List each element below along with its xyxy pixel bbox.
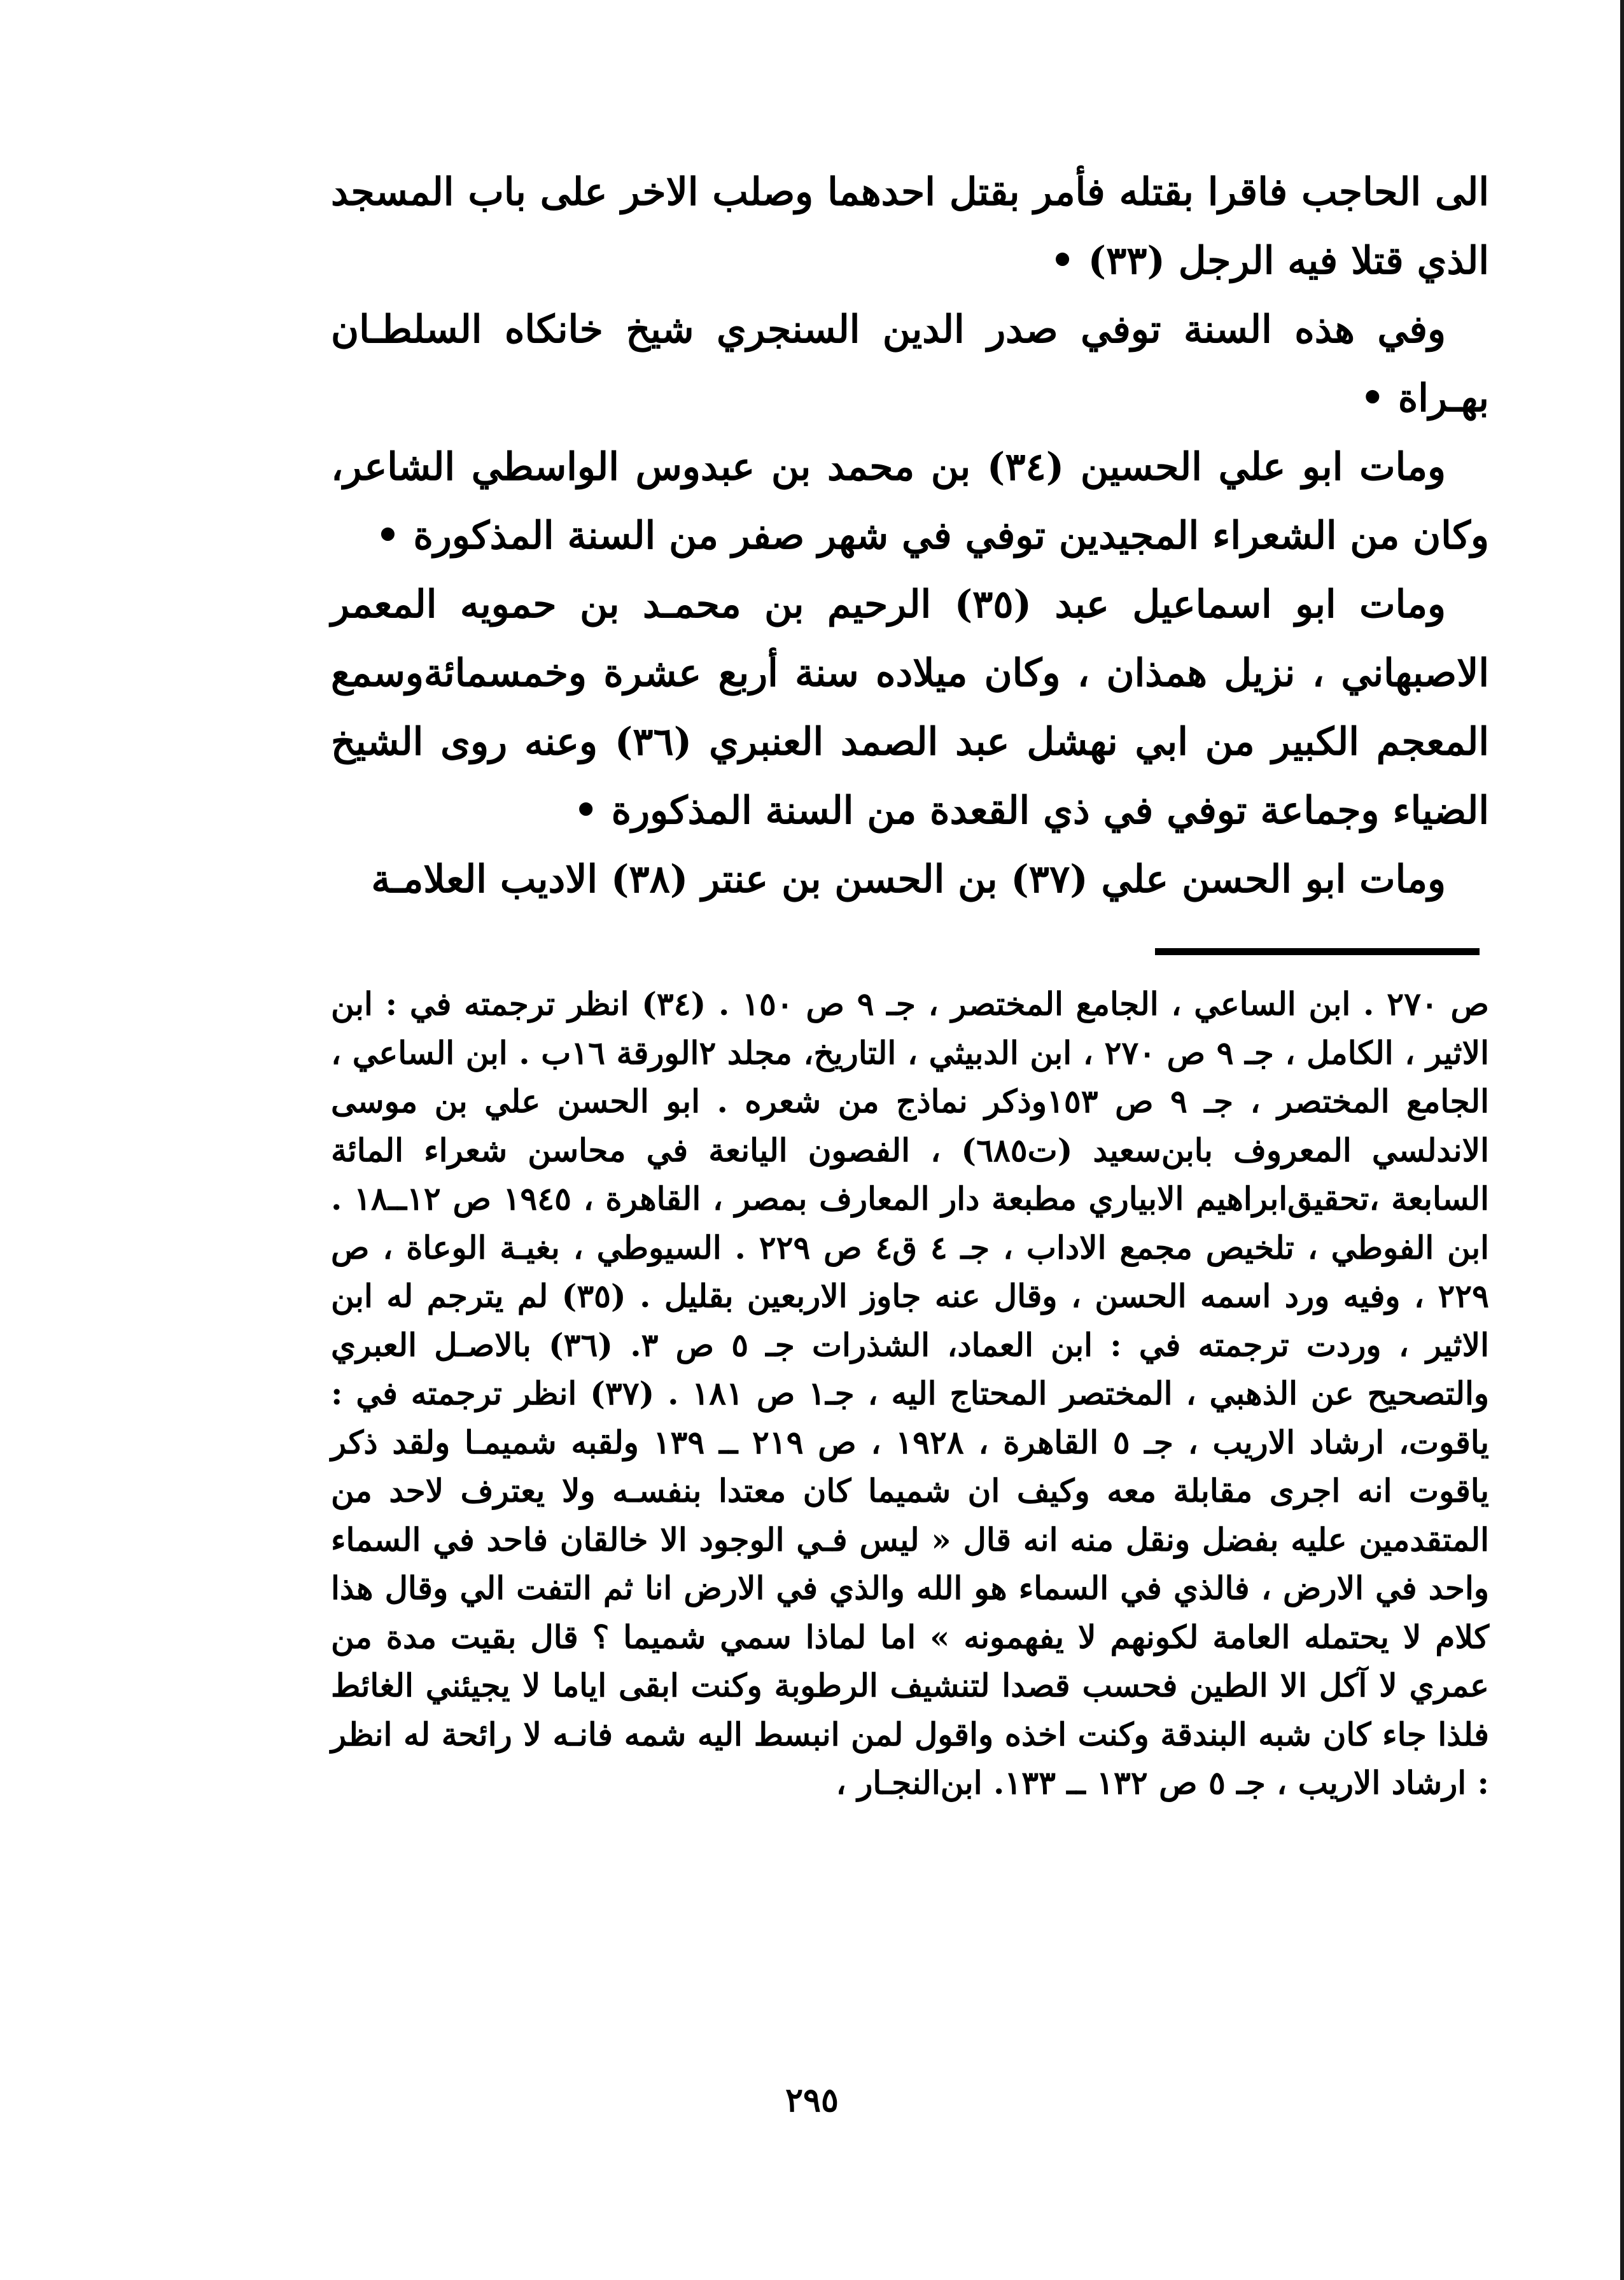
footnote-divider xyxy=(1155,948,1480,955)
footnotes: ص ٢٧٠ . ابن الساعي ، الجامع المختصر ، جـ ٩ ص ١٥٠ . (٣٤) انظر ترجمته في : ابن الاثير ، الكامل ، جـ ٩ ص ٢٧٠ ، ابن الدبيثي ، التاريخ، مجلد ٢الورقة ١٦ب . ابن الساعي ، الجامع المختصر ، جـ ٩ ص ١٥٣وذكر نماذج من شعره . ابو الحسن علي بن موسى الاندلسي المعروف بابن‌سعيد (ت٦٨٥) ، الفصون اليانعة في محاسن شعراء المائة السابعة ،تحقيق‌ابراهيم الابياري مطبعة دار المعارف بمصر ، القاهرة ، ١٩٤٥ ص ١٢ــ١٨ . ابن الفوطي ، تلخيص مجمع الاداب ، جـ ٤ ق٤ ص ٢٢٩ . السيوطي ، بغيـة الوعاة ، ص ٢٢٩ ، وفيه ورد اسمه الحسن ، وقال عنه جاوز الاربعين بقليل . (٣٥) لم يترجم له ابن الاثير ، وردت ترجمته في : ابن العماد، الشذرات جـ ٥ ص ٣. (٣٦) بالاصـل العبري والتصحيح عن الذهبي ، المختصر المحتاج اليه ، جـ١ ص ١٨١ . (٣٧) انظر ترجمته في : ياقوت، ارشاد الاريب ، جـ ٥ القاهرة ، ١٩٢٨ ، ص ٢١٩ ــ ١٣٩ ولقبه شميمـا ولقد ذكر ياقوت انه اجرى مقابلة معه وكيف ان شميما كان معتدا بنفسـه ولا يعترف لاحد من المتقدمين عليه بفضل ونقل منه انه قال « ليس فـي الوجود الا خالقان فاحد في السماء واحد في الارض ، فالذي في السماء هو الله والذي في الارض انا ثم التفت الي وقال هذا كلام لا يحتمله العامة لكونهم لا يفهمونه » اما لماذا سمي شميما ؟ قال بقيت مدة من عمري لا آكل الا الطين فحسب قصدا لتنشيف الرطوبة وكنت ابقى اياما لا يجيئني الغائط فلذا جاء كان شبه البندقة وكنت اخذه واقول لمن انبسط اليه شمه فانـه لا رائحة له انظر : ارشاد الاريب ، جـ ٥ ص ١٣٢ ــ ١٣٣. ابن‌النجـار ، xyxy=(331,985,1490,1801)
page-edge xyxy=(1620,0,1624,2280)
paragraph-3: ومات ابو علي الحسين (٣٤) بن محمد بن عبدوس الواسطي الشاعر، وكان من الشعراء المجيدين توفي في شهر صفر من السنة المذكورة • xyxy=(331,445,1489,558)
main-text xyxy=(331,158,1489,914)
paragraph-1: الى الحاجب فاقرا بقتله فأمر بقتل احدهما وصلب الاخر على باب المسجد الذي قتلا فيه الرجل (٣٣) • xyxy=(331,170,1489,283)
page-number: ٢٩٥ xyxy=(785,2081,839,2120)
paragraph-5: ومات ابو الحسن علي (٣٧) بن الحسن بن عنتر (٣٨) الاديب العلامـة xyxy=(371,857,1446,902)
paragraph-2: وفي هذه السنة توفي صدر الدين السنجري شيخ خانكاه السلطـان بهـراة • xyxy=(331,307,1489,421)
paragraph-4: ومات ابو اسماعيل عبد (٣٥) الرحيم بن محمـد بن حمويه المعمر الاصبهاني ، نزيل همذان ، وكان ميلاده سنة أربع عشرة وخمسمائةوسمع المعجم الكبير من ابي نهشل عبد الصمد العنبري (٣٦) وعنه روى الشيخ الضياء وجماعة توفي في ذي القعدة من السنة المذكورة • xyxy=(331,582,1489,833)
